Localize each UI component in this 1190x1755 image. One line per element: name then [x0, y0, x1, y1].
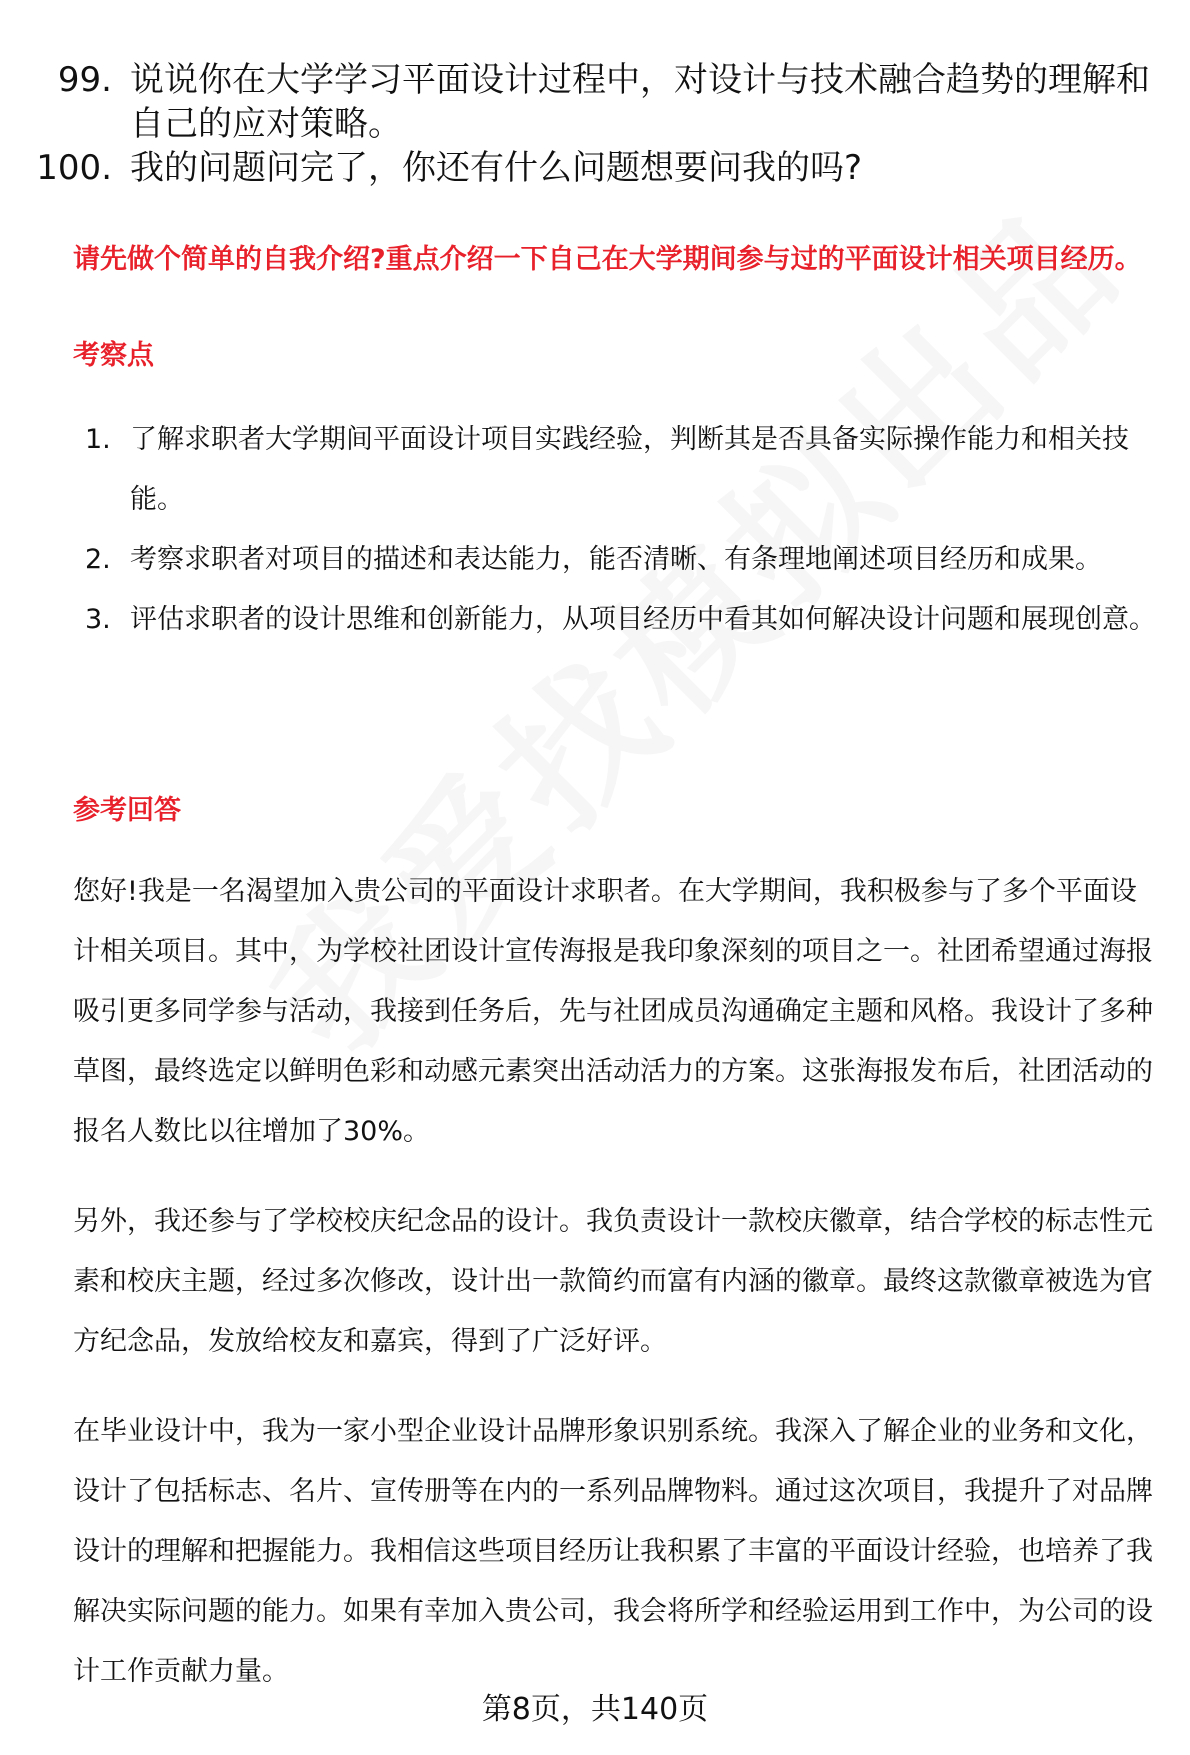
list-item [0, 590, 1190, 650]
answer-paragraph: 另外，我还参与了学校校庆纪念品的设计。我负责设计一款校庆徽章，结合学校的标志性元素和校庆主题，经过多次修改，设计出一款简约而富有内涵的徽章。最终这款徽章被选为官方纪念品，发放给校友和嘉宾，得到了广泛好评。 [73, 1206, 1153, 1357]
answer-heading: 参考回答 [73, 795, 181, 826]
answer-paragraph: 在毕业设计中，我为一家小型企业设计品牌形象识别系统。我深入了解企业的业务和文化，设计了包括标志、名片、宣传册等在内的一系列品牌物料。通过这次项目，我提升了对品牌设计的理解和把握能力。我相信这些项目经历让我积累了丰富的平面设计经验，也培养了我解决实际问题的能力。如果有幸加入贵公司，我会将所学和经验运用到工作中，为公司的设计工作贡献力量。 [73, 1416, 1153, 1687]
examine-heading: 考察点 [73, 340, 154, 371]
list-item-number: 2. [85, 544, 111, 575]
question-text: 说说你在大学学习平面设计过程中，对设计与技术融合趋势的理解和自己的应对策略。 [130, 60, 1150, 144]
answer-body [73, 862, 1163, 1732]
question-text: 我的问题问完了，你还有什么问题想要问我的吗? [130, 148, 863, 188]
list-item-text: 了解求职者大学期间平面设计项目实践经验，判断其是否具备实际操作能力和相关技能。 [130, 424, 1129, 515]
question-title: 请先做个简单的自我介绍?重点介绍一下自己在大学期间参与过的平面设计相关项目经历。 [73, 244, 1142, 275]
question-number: 99. [57, 60, 112, 100]
page-footer: 第8页，共140页 [481, 1692, 709, 1727]
question-number: 100. [36, 148, 112, 188]
answer-paragraph: 您好!我是一名渴望加入贵公司的平面设计求职者。在大学期间，我积极参与了多个平面设计相关项目。其中，为学校社团设计宣传海报是我印象深刻的项目之一。社团希望通过海报吸引更多同学参与活动，我接到任务后，先与社团成员沟通确定主题和风格。我设计了多种草图，最终选定以鲜明色彩和动感元素突出活动活力的方案。这张海报发布后，社团活动的报名人数比以往增加了30%。 [73, 876, 1153, 1147]
list-item [0, 410, 1190, 530]
list-item-text: 评估求职者的设计思维和创新能力，从项目经历中看其如何解决设计问题和展现创意。 [130, 604, 1156, 635]
list-item-number: 1. [85, 424, 111, 455]
list-item [0, 530, 1190, 590]
examine-points-list [0, 410, 1190, 650]
list-item-number: 3. [85, 604, 111, 635]
list-item-text: 考察求职者对项目的描述和表达能力，能否清晰、有条理地阐述项目经历和成果。 [130, 544, 1102, 575]
